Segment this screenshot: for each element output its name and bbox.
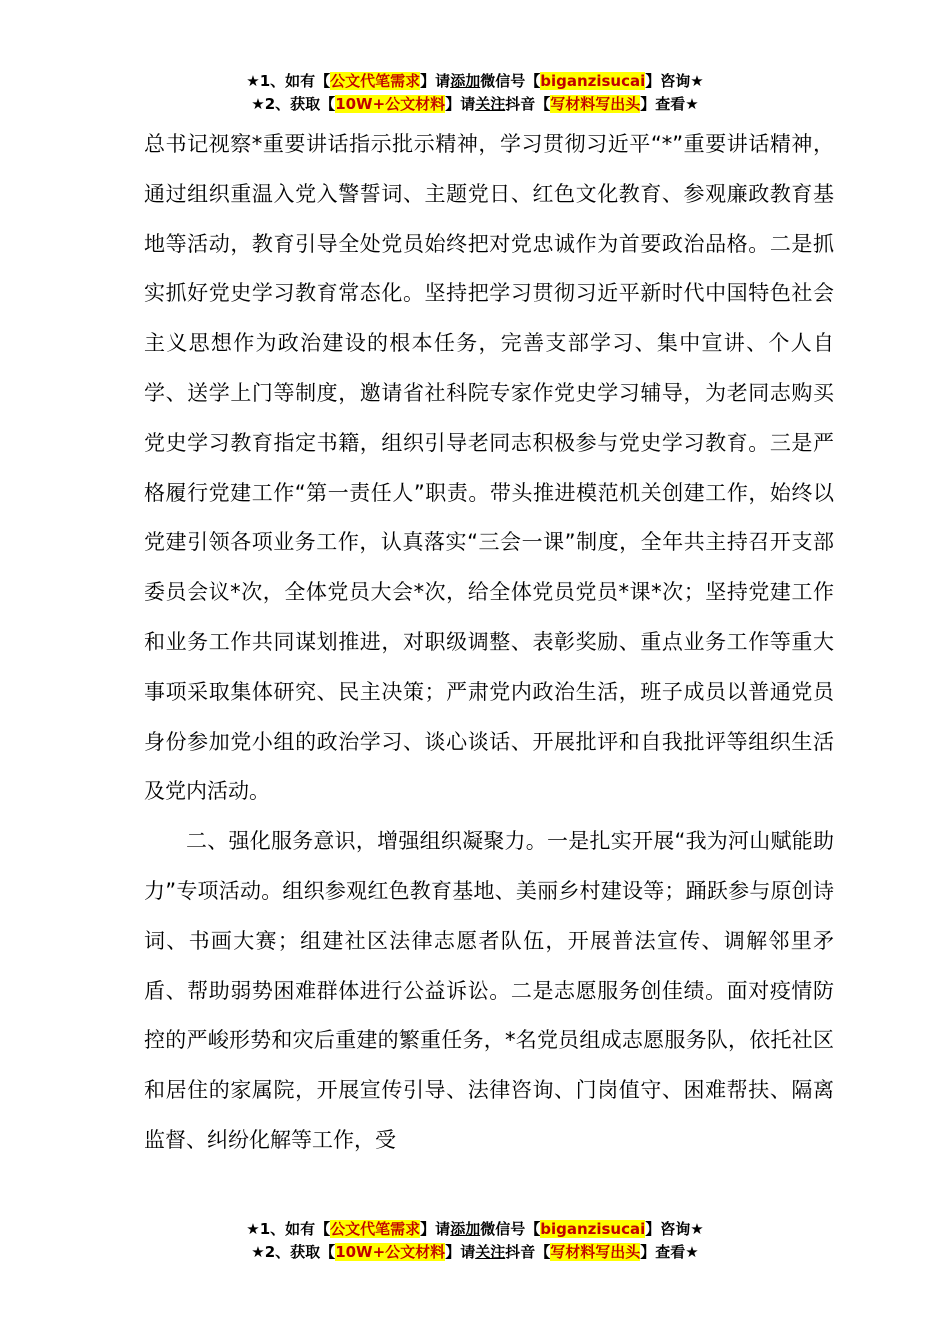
footer-line-1-prefix: ★1、如有【 <box>246 1220 331 1238</box>
banner-line-2-middle: 】请 <box>445 95 476 113</box>
footer-line-1-highlight-wechat: biganzisucai <box>540 1220 646 1238</box>
banner-line-2 <box>0 93 950 116</box>
footer-line-2-emphasis: 关注 <box>475 1243 506 1261</box>
footer-banner-line-2 <box>0 1241 950 1264</box>
paragraph-section-two: 二、强化服务意识，增强组织凝聚力。一是扎实开展“我为河山赋能助力”专项活动。组织参观红色教育基地、美丽乡村建设等；踊跃参与原创诗词、书画大赛；组建社区法律志愿者队伍，开展普法宣传、调解邻里矛盾、帮助弱势困难群体进行公益诉讼。二是志愿服务创佳绩。面对疫情防控的严峻形势和灾后重建的繁重任务，*名党员组成志愿服务队，依托社区和居住的家属院，开展宣传引导、法律咨询、门岗值守、困难帮扶、隔离监督、纠纷化解等工作，受 <box>144 829 834 1152</box>
footer-line-1-emphasis: 添加 <box>450 1220 481 1238</box>
footer-line-2-prefix: ★2、获取【 <box>251 1243 336 1261</box>
footer-line-2-highlight-douyin: 写材料写出头 <box>550 1243 641 1261</box>
banner-line-1-prefix: ★1、如有【 <box>246 72 331 90</box>
footer-line-1-suffix: 】咨询★ <box>645 1220 704 1238</box>
banner-line-2-prefix: ★2、获取【 <box>251 95 336 113</box>
footer-banner-line-1 <box>0 1218 950 1241</box>
footer-line-2-highlight-materials: 10W+公文材料 <box>335 1243 446 1261</box>
banner-line-2-highlight-douyin: 写材料写出头 <box>550 95 641 113</box>
footer-banner <box>0 1218 950 1264</box>
footer-line-1-middle-2: 微信号【 <box>480 1220 541 1238</box>
footer-line-2-suffix: 】查看★ <box>640 1243 699 1261</box>
banner-line-1-emphasis: 添加 <box>450 72 481 90</box>
footer-line-1-highlight-service: 公文代笔需求 <box>330 1220 421 1238</box>
document-body <box>144 120 834 1166</box>
banner-line-2-middle-2: 抖音【 <box>505 95 551 113</box>
footer-line-2-middle: 】请 <box>445 1243 476 1261</box>
banner-line-1-highlight-service: 公文代笔需求 <box>330 72 421 90</box>
header-banner <box>0 70 950 116</box>
banner-line-1-middle: 】请 <box>420 72 451 90</box>
banner-line-1 <box>0 70 950 93</box>
footer-line-1-middle: 】请 <box>420 1220 451 1238</box>
footer-line-2-middle-2: 抖音【 <box>505 1243 551 1261</box>
banner-line-2-suffix: 】查看★ <box>640 95 699 113</box>
banner-line-1-highlight-wechat: biganzisucai <box>540 72 646 90</box>
banner-line-2-emphasis: 关注 <box>475 95 506 113</box>
banner-line-1-suffix: 】咨询★ <box>645 72 704 90</box>
banner-line-2-highlight-materials: 10W+公文材料 <box>335 95 446 113</box>
paragraph-continued: 总书记视察*重要讲话指示批示精神，学习贯彻习近平“*”重要讲话精神，通过组织重温入党入警誓词、主题党日、红色文化教育、参观廉政教育基地等活动，教育引导全处党员始终把对党忠诚作为首要政治品格。二是抓实抓好党史学习教育常态化。坚持把学习贯彻习近平新时代中国特色社会主义思想作为政治建设的根本任务，完善支部学习、集中宣讲、个人自学、送学上门等制度，邀请省社科院专家作党史学习辅导，为老同志购买党史学习教育指定书籍，组织引导老同志积极参与党史学习教育。三是严格履行党建工作“第一责任人”职责。带头推进模范机关创建工作，始终以党建引领各项业务工作，认真落实“三会一课”制度，全年共主持召开支部委员会议*次，全体党员大会*次，给全体党员党员*课*次；坚持党建工作和业务工作共同谋划推进，对职级调整、表彰奖励、重点业务工作等重大事项采取集体研究、民主决策；严肃党内政治生活，班子成员以普通党员身份参加党小组的政治学习、谈心谈话、开展批评和自我批评等组织生活及党内活动。 <box>144 132 834 804</box>
banner-line-1-middle-2: 微信号【 <box>480 72 541 90</box>
